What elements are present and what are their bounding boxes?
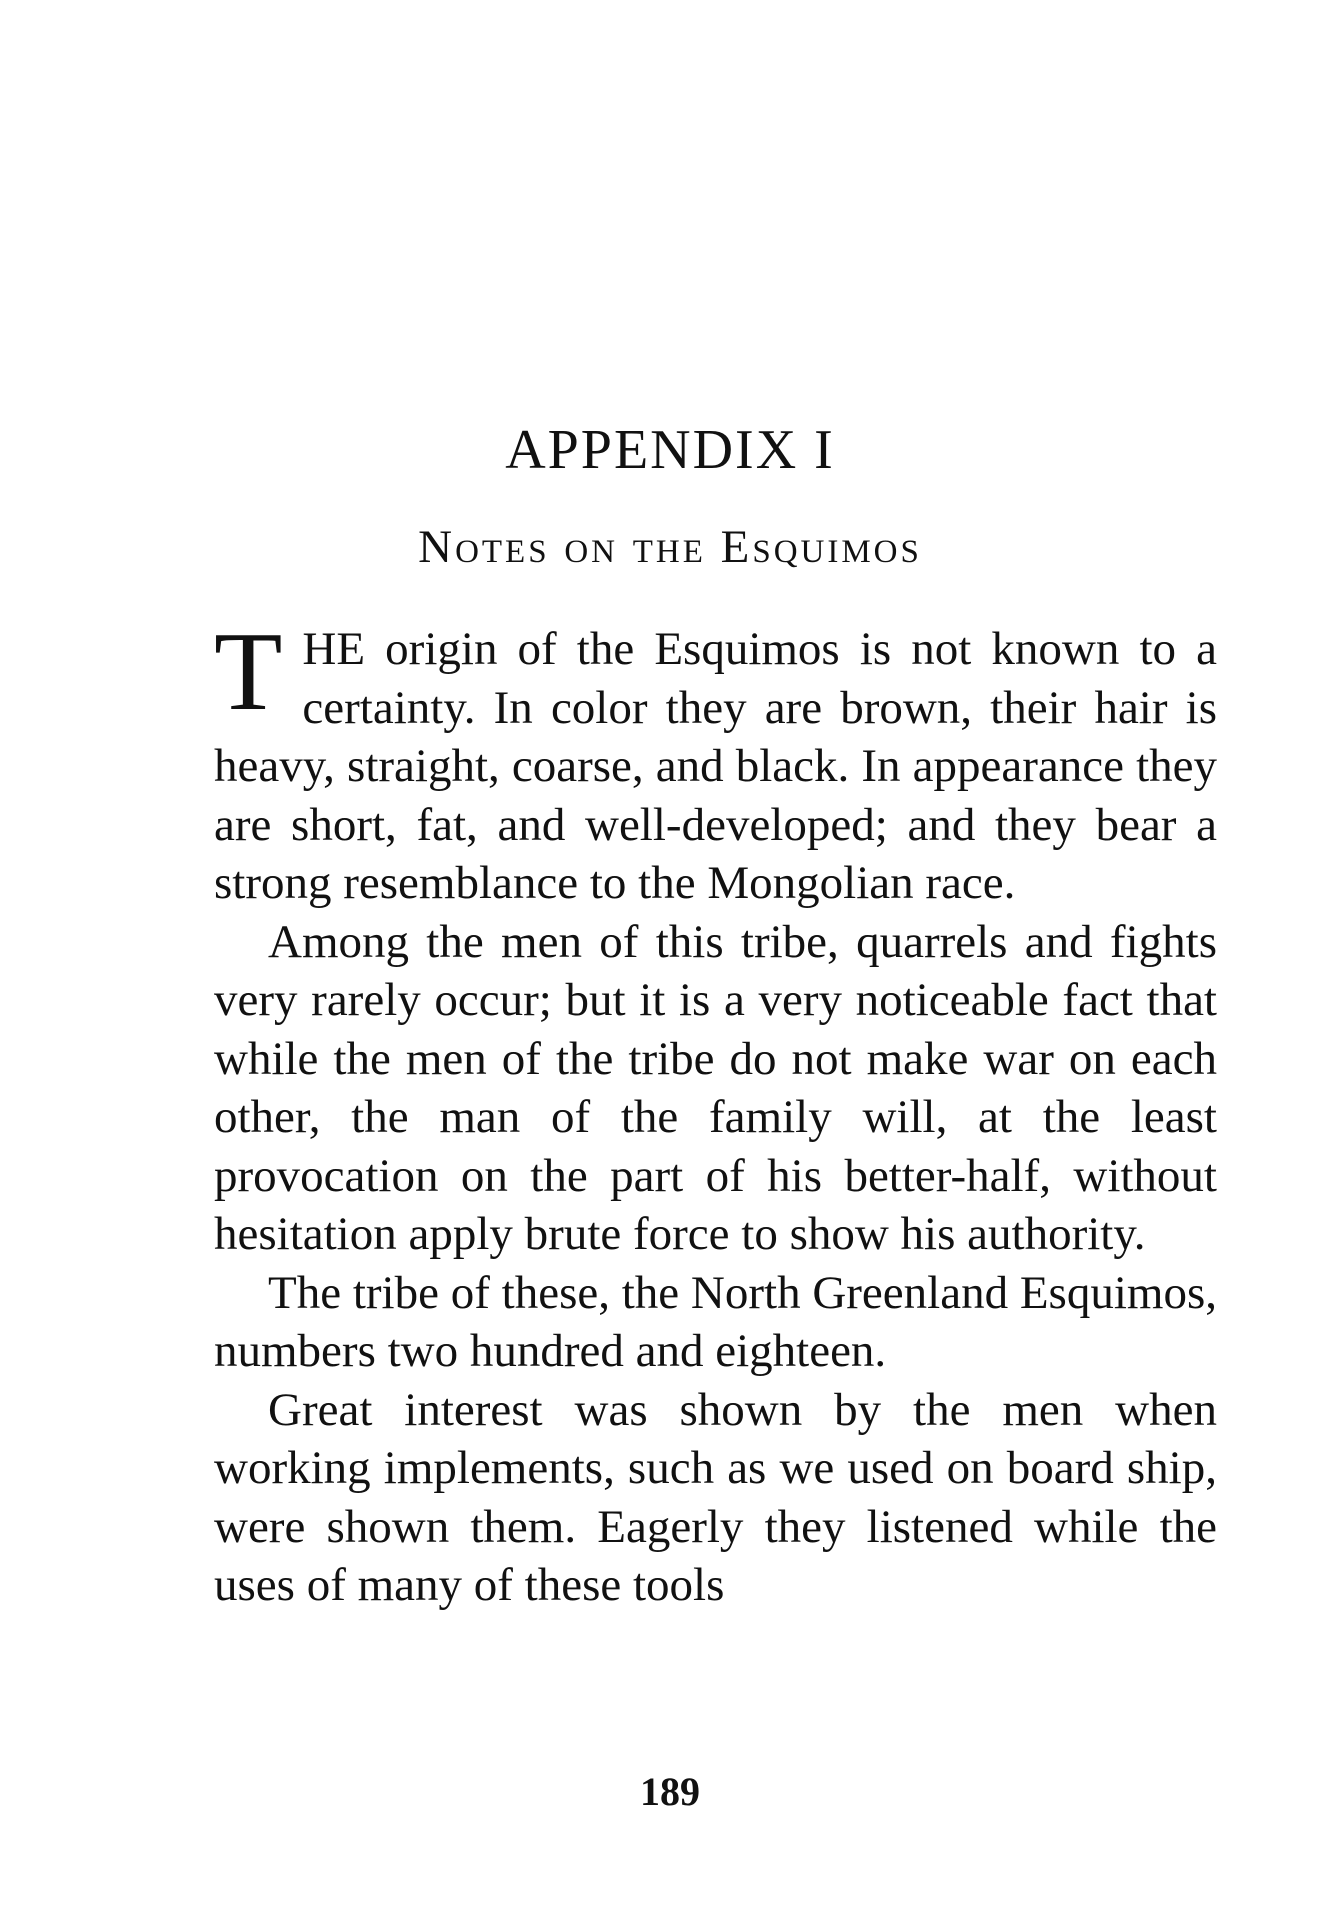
- paragraph-1-text: HE origin of the Esquimos is not known to a certainty. In color they are brown, their hair is heavy, straight, coarse, and black. In appearance they are short, fat, and well-developed; and they bear a strong resemblance to the Mongolian race.: [214, 623, 1217, 909]
- paragraph-2: Among the men of this tribe, quarrels and fights very rarely occur; but it is a very noticeable fact that while the men of the tribe do not make war on each other, the man of the family will, at the least provocation on the part of his better-half, without hesitation apply brute force to show his authority.: [214, 915, 1217, 1260]
- body-text: [214, 610, 1217, 1615]
- paragraph-3: The tribe of these, the North Greenland Esquimos, numbers two hundred and eighteen.: [214, 1266, 1217, 1377]
- drop-cap: T: [214, 610, 283, 734]
- appendix-title: APPENDIX I: [505, 419, 835, 481]
- paragraph-1: [214, 610, 1217, 913]
- section-title: Notes on the Esquimos: [418, 521, 922, 573]
- page-number: 189: [640, 1769, 700, 1814]
- paragraph-4: Great interest was shown by the men when working implements, such as we used on board ship, were shown them. Eagerly they listened while the uses of many of these tools: [214, 1383, 1217, 1611]
